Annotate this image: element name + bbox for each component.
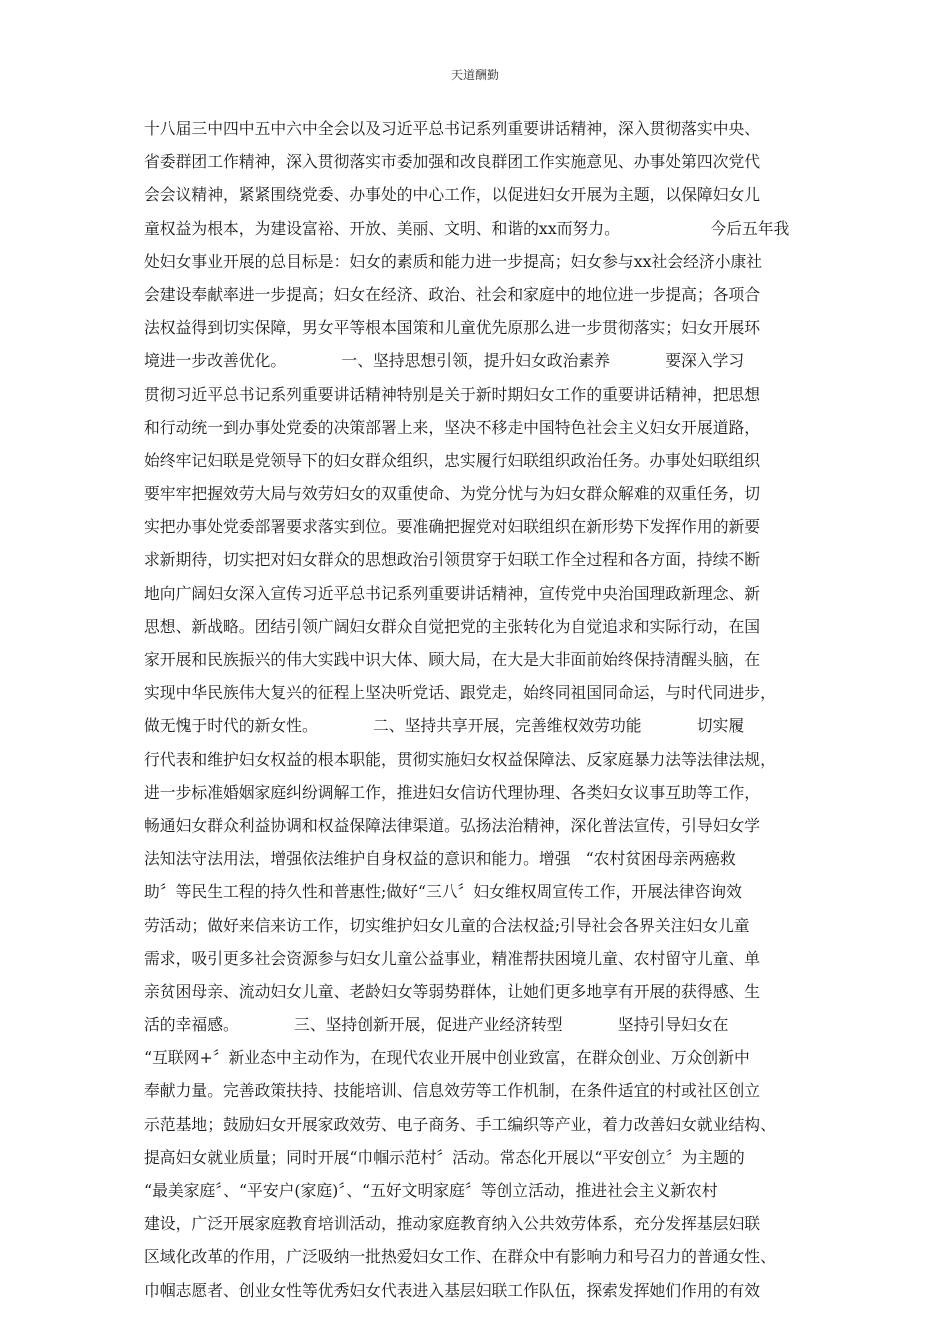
document-body [144,112,809,1307]
body-line: 童权益为根本，为建设富裕、开放、美丽、文明、和谐的xx而努力。 今后五年我 [144,218,790,238]
body-line: 示范基地；鼓励妇女开展家政效劳、电子商务、手工编织等产业，着力改善妇女就业结构、 [144,1114,776,1134]
body-line: 贯彻习近平总书记系列重要讲话精神特别是关于新时期妇女工作的重要讲话精神，把思想 [144,384,761,404]
body-line: 思想、新战略。团结引领广阔妇女群众自觉把党的主张转化为自觉追求和实际行动，在国 [144,616,761,636]
body-line: 行代表和维护妇女权益的根本职能，贯彻实施妇女权益保障法、反家庭暴力法等法律法规， [144,749,776,769]
body-line: 家开展和民族振兴的伟大实践中识大体、顾大局，在大是大非面前始终保持清醒头脑，在 [144,650,761,669]
body-line: 区域化改革的作用，广泛吸纳一批热爱妇女工作、在群众中有影响力和号召力的普通女性、 [144,1247,776,1267]
body-line: 法权益得到切实保障，男女平等根本国策和儿童优先原那么进一步贯彻落实；妇女开展环 [144,318,761,338]
body-line: 助〞等民生工程的持久性和普惠性;做好“三八〞妇女维权周宣传工作，开展法律咨询效 [144,882,742,902]
body-line: 建设，广泛开展家庭教育培训活动，推动家庭教育纳入公共效劳体系，充分发挥基层妇联 [144,1214,761,1234]
body-line: 十八届三中四中五中六中全会以及习近平总书记系列重要讲话精神，深入贯彻落实中央、 [144,119,761,138]
body-line: 始终牢记妇联是党领导下的妇女群众组织，忠实履行妇联组织政治任务。办事处妇联组织 [144,450,761,470]
body-line: 地向广阔妇女深入宣传习近平总书记系列重要讲话精神，宣传党中央治国理政新理念、新 [144,583,761,603]
body-line: 提高妇女就业质量；同时开展“巾帼示范村〞活动。常态化开展以“平安创立〞为主题的 [144,1147,745,1167]
page-header: 天道酬勤 [450,68,499,82]
body-line: “最美家庭〞、“平安户(家庭)〞、“五好文明家庭〞等创立活动，推进社会主义新农村 [144,1181,718,1200]
body-line: 活的幸福感。 三、坚持创新开展，促进产业经济转型 坚持引导妇女在 [144,1015,729,1035]
body-line: 处妇女事业开展的总目标是：妇女的素质和能力进一步提高；妇女参与xx社会经济小康社 [144,251,763,271]
body-line: 法知法守法用法，增强依法维护自身权益的意识和能力。增强 “农村贫困母亲两癌救 [144,849,736,869]
body-line: 做无愧于时代的新女性。 二、坚持共享开展，完善维权效劳功能 切实履 [144,716,745,736]
body-line: 实现中华民族伟大复兴的征程上坚决听党话、跟党走，始终同祖国同命运，与时代同进步， [144,683,776,703]
body-line: “互联网+〞新业态中主动作为，在现代农业开展中创业致富，在群众创业、万众创新中 [144,1048,750,1068]
body-line: 要牢牢把握效劳大局与效劳妇女的双重使命、为党分忧与为妇女群众解难的双重任务，切 [144,484,761,504]
body-line: 会会议精神，紧紧围绕党委、办事处的中心工作，以促进妇女开展为主题，以保障妇女儿 [144,185,761,205]
body-line: 巾帼志愿者、创业女性等优秀妇女代表进入基层妇联工作队伍，探索发挥她们作用的有效 [144,1280,761,1300]
body-line: 进一步标准婚姻家庭纠纷调解工作，推进妇女信访代理协理、各类妇女议事互助等工作， [144,782,761,802]
body-line: 求新期待，切实把对妇女群众的思想政治引领贯穿于妇联工作全过程和各方面，持续不断 [144,550,761,570]
body-line: 实把办事处党委部署要求落实到位。要准确把握党对妇联组织在新形势下发挥作用的新要 [144,517,761,537]
body-line: 会建设奉献率进一步提高；妇女在经济、政治、社会和家庭中的地位进一步提高；各项合 [144,284,761,304]
body-line: 需求，吸引更多社会资源参与妇女儿童公益事业，精准帮扶困境儿童、农村留守儿童、单 [144,948,761,968]
body-line: 境进一步改善优化。 一、坚持思想引领，提升妇女政治素养 要深入学习 [144,351,745,371]
body-line: 奉献力量。完善政策扶持、技能培训、信息效劳等工作机制，在条件适宜的村或社区创立 [144,1081,761,1101]
body-line: 和行动统一到办事处党委的决策部署上来，坚决不移走中国特色社会主义妇女开展道路， [144,417,761,437]
body-line: 畅通妇女群众利益协调和权益保障法律渠道。弘扬法治精神，深化普法宣传，引导妇女学 [144,815,761,835]
body-line: 亲贫困母亲、流动妇女儿童、老龄妇女等弱势群体，让她们更多地享有开展的获得感、生 [144,981,761,1001]
body-line: 省委群团工作精神，深入贯彻落实市委加强和改良群团工作实施意见、办事处第四次党代 [144,152,761,172]
body-line: 劳活动；做好来信来访工作，切实维护妇女儿童的合法权益;引导社会各界关注妇女儿童 [144,915,750,935]
